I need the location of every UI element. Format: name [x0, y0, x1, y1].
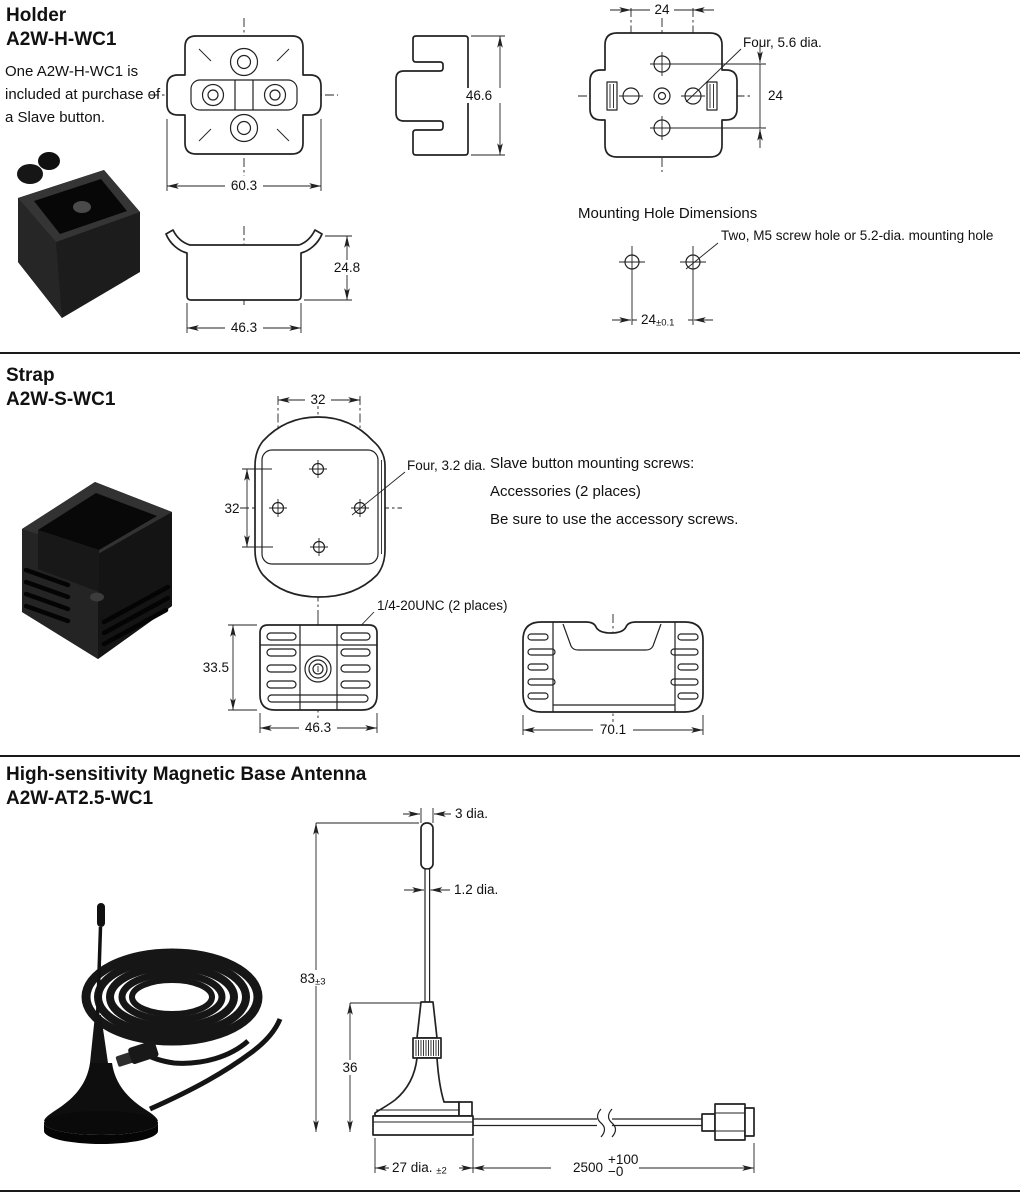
- strap-holes-label: Four, 3.2 dia.: [407, 458, 486, 473]
- strap-title: Strap: [6, 365, 55, 386]
- holder-section: [0, 0, 1020, 352]
- strap-model: A2W-S-WC1: [6, 389, 116, 410]
- dim-antenna-base-dia: 27 dia. ±2: [392, 1160, 447, 1177]
- dim-antenna-cable-tol-minus: −0: [608, 1164, 624, 1179]
- dim-antenna-tip-dia: 3 dia.: [455, 806, 489, 821]
- dim-strap-front-height: 33.5: [202, 660, 229, 675]
- dim-antenna-cone-height: 36: [342, 1060, 358, 1075]
- strap-side-view: [523, 614, 703, 737]
- antenna-photo-coil: [86, 953, 258, 1041]
- dim-holder-top-pitch-v: 24: [768, 88, 784, 103]
- antenna-drawing: [297, 806, 754, 1180]
- dim-mounting-pitch: 24±0.1: [641, 312, 675, 329]
- dim-antenna-cable-tol-plus: +100: [608, 1152, 639, 1167]
- dim-strap-side-width: 70.1: [599, 722, 627, 737]
- strap-drawings-svg: [0, 354, 1020, 755]
- strap-photo: [22, 482, 172, 659]
- strap-note-line1: Slave button mounting screws:: [490, 455, 695, 472]
- dim-antenna-cable-length: 2500: [572, 1160, 603, 1175]
- strap-front-view: [203, 598, 508, 735]
- strap-note-line3: Be sure to use the accessory screws.: [490, 511, 739, 528]
- dim-strap-front-width: 46.3: [304, 720, 332, 735]
- holder-top-view: [578, 2, 822, 172]
- holder-title: Holder: [6, 5, 67, 26]
- antenna-model: A2W-AT2.5-WC1: [6, 788, 154, 809]
- dim-holder-bottom-height: 24.8: [333, 260, 361, 275]
- antenna-photo-connector: [114, 1040, 159, 1069]
- strap-note-line2: Accessories (2 places): [490, 483, 641, 500]
- antenna-title: High-sensitivity Magnetic Base Antenna: [6, 764, 367, 785]
- holder-bottom-view: [166, 226, 366, 335]
- dim-holder-top-pitch-h: 24: [654, 2, 670, 17]
- dim-antenna-rod-dia: 1.2 dia.: [454, 882, 499, 897]
- dim-holder-side-height: 46.6: [465, 88, 493, 103]
- holder-model: A2W-H-WC1: [6, 29, 117, 50]
- strap-section: [0, 352, 1020, 755]
- dim-antenna-height: 83±3: [300, 971, 326, 988]
- antenna-drawings-svg: [0, 757, 1020, 1190]
- dim-strap-pitch-h: 32: [310, 392, 326, 407]
- holder-mounting-hole-dimensions: [578, 205, 993, 329]
- dim-holder-bottom-width: 46.3: [230, 320, 258, 335]
- dim-holder-front-width: 60.3: [230, 178, 258, 193]
- strap-top-view: [224, 392, 485, 616]
- antenna-photo: [44, 903, 280, 1144]
- holder-side-view: [396, 36, 505, 155]
- holder-photo: [17, 152, 140, 318]
- dim-strap-pitch-v: 32: [224, 501, 240, 516]
- holder-drawings-svg: [0, 0, 1020, 352]
- strap-thread-label: 1/4-20UNC (2 places): [377, 598, 508, 613]
- holder-note: One A2W-H-WC1 is included at purchase of a Slave button.: [5, 63, 161, 126]
- mounting-label: Two, M5 screw hole or 5.2-dia. mounting hole: [721, 228, 994, 243]
- holder-front-view: [150, 18, 338, 193]
- mounting-title: Mounting Hole Dimensions: [578, 205, 758, 222]
- holder-holes-label: Four, 5.6 dia.: [743, 35, 822, 50]
- antenna-section: [0, 755, 1020, 1192]
